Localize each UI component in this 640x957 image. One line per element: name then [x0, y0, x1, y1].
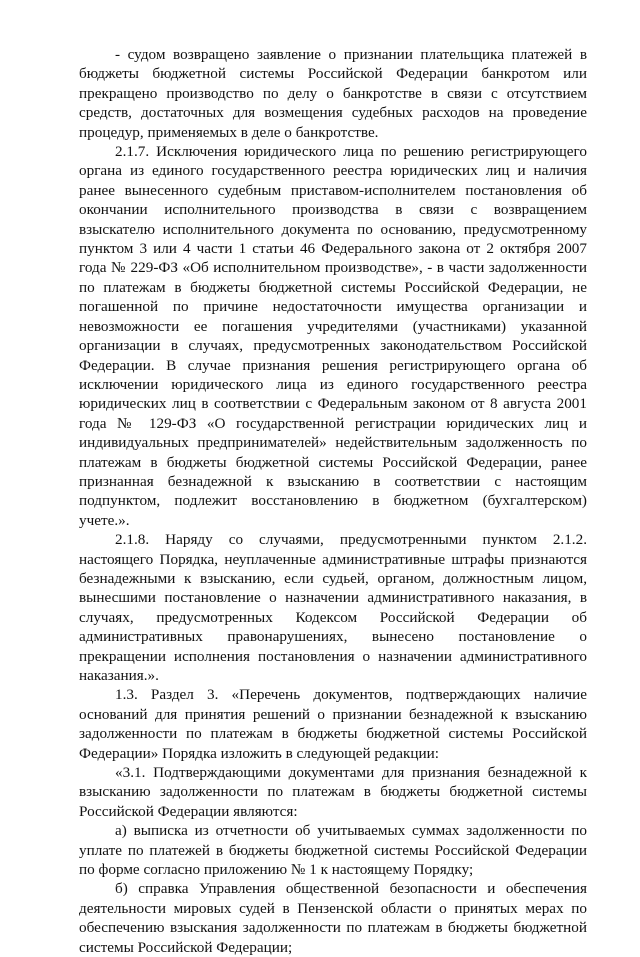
paragraph-2-1-8: 2.1.8. Наряду со случаями, предусмотренными пунктом 2.1.2. настоящего Порядка, неуплаченные административные штрафы признаются безнадежными к взысканию, если судьей, органом, должностным лицом, вынесшими постановление о назначении административного наказания, в случаях, предусмотренных Кодексом Российской Федерации об административных правонарушениях, вынесено постановление о прекращении исполнения постановления о назначении административного наказания.». [79, 531, 587, 684]
paragraph-bankruptcy-return: - судом возвращено заявление о признании плательщика платежей в бюджеты бюджетной системы Российской Федерации банкротом или прекращено производство по делу о банкротстве в связи с отсутствием средств, достаточных для возмещения судебных расходов на проведение процедур, применяемых в деле о банкротстве. [79, 46, 587, 141]
paragraph-item-a: а) выписка из отчетности об учитываемых суммах задолженности по уплате по платежей в бюджеты бюджетной системы Российской Федерации по форме согласно приложению № 1 к настоящему Порядку; [79, 822, 587, 879]
paragraph-item-b: б) справка Управления общественной безопасности и обеспечения деятельности мировых судей в Пензенской области о принятых мерах по обеспечению взыскания задолженности по платежам в бюджеты бюджетной системы Российской Федерации; [79, 880, 587, 956]
document-page [79, 45, 587, 957]
paragraph-2-1-7: 2.1.7. Исключения юридического лица по решению регистрирующего органа из единого государственного реестра юридических лиц и наличия ранее вынесенного судебным приставом-исполнителем постановления об окончании исполнительного производства в связи с возвращением взыскателю исполнительного документа по основанию, предусмотренному пунктом 3 или 4 части 1 статьи 46 Федерального закона от 2 октября 2007 года № 229-ФЗ «Об исполнительном производстве», - в части задолженности по платежам в бюджеты бюджетной системы Российской Федерации, не погашенной по причине недостаточности имущества организации и невозможности ее погашения учредителями (участниками) указанной организации в случаях, предусмотренных законодательством Российской Федерации. В случае признания решения регистрирующего органа об исключении юридического лица из единого государственного реестра юридических лиц в соответствии с Федеральным законом от 8 августа 2001 года № 129-ФЗ «О государственной регистрации юридических лиц и индивидуальных предпринимателей» недействительным задолженность по платежам в бюджеты бюджетной системы Российской Федерации, ранее признанная безнадежной к взысканию в соответствии с настоящим подпунктом, подлежит восстановлению в бюджетном (бухгалтерском) учете.». [79, 143, 587, 529]
paragraph-3-1: «3.1. Подтверждающими документами для признания безнадежной к взысканию задолженности по платежам в бюджеты бюджетной системы Российской Федерации являются: [79, 764, 587, 820]
paragraph-1-3: 1.3. Раздел 3. «Перечень документов, подтверждающих наличие оснований для принятия решений о признании безнадежной к взысканию задолженности по платежам в бюджеты бюджетной системы Российской Федерации» Порядка изложить в следующей редакции: [79, 686, 587, 762]
